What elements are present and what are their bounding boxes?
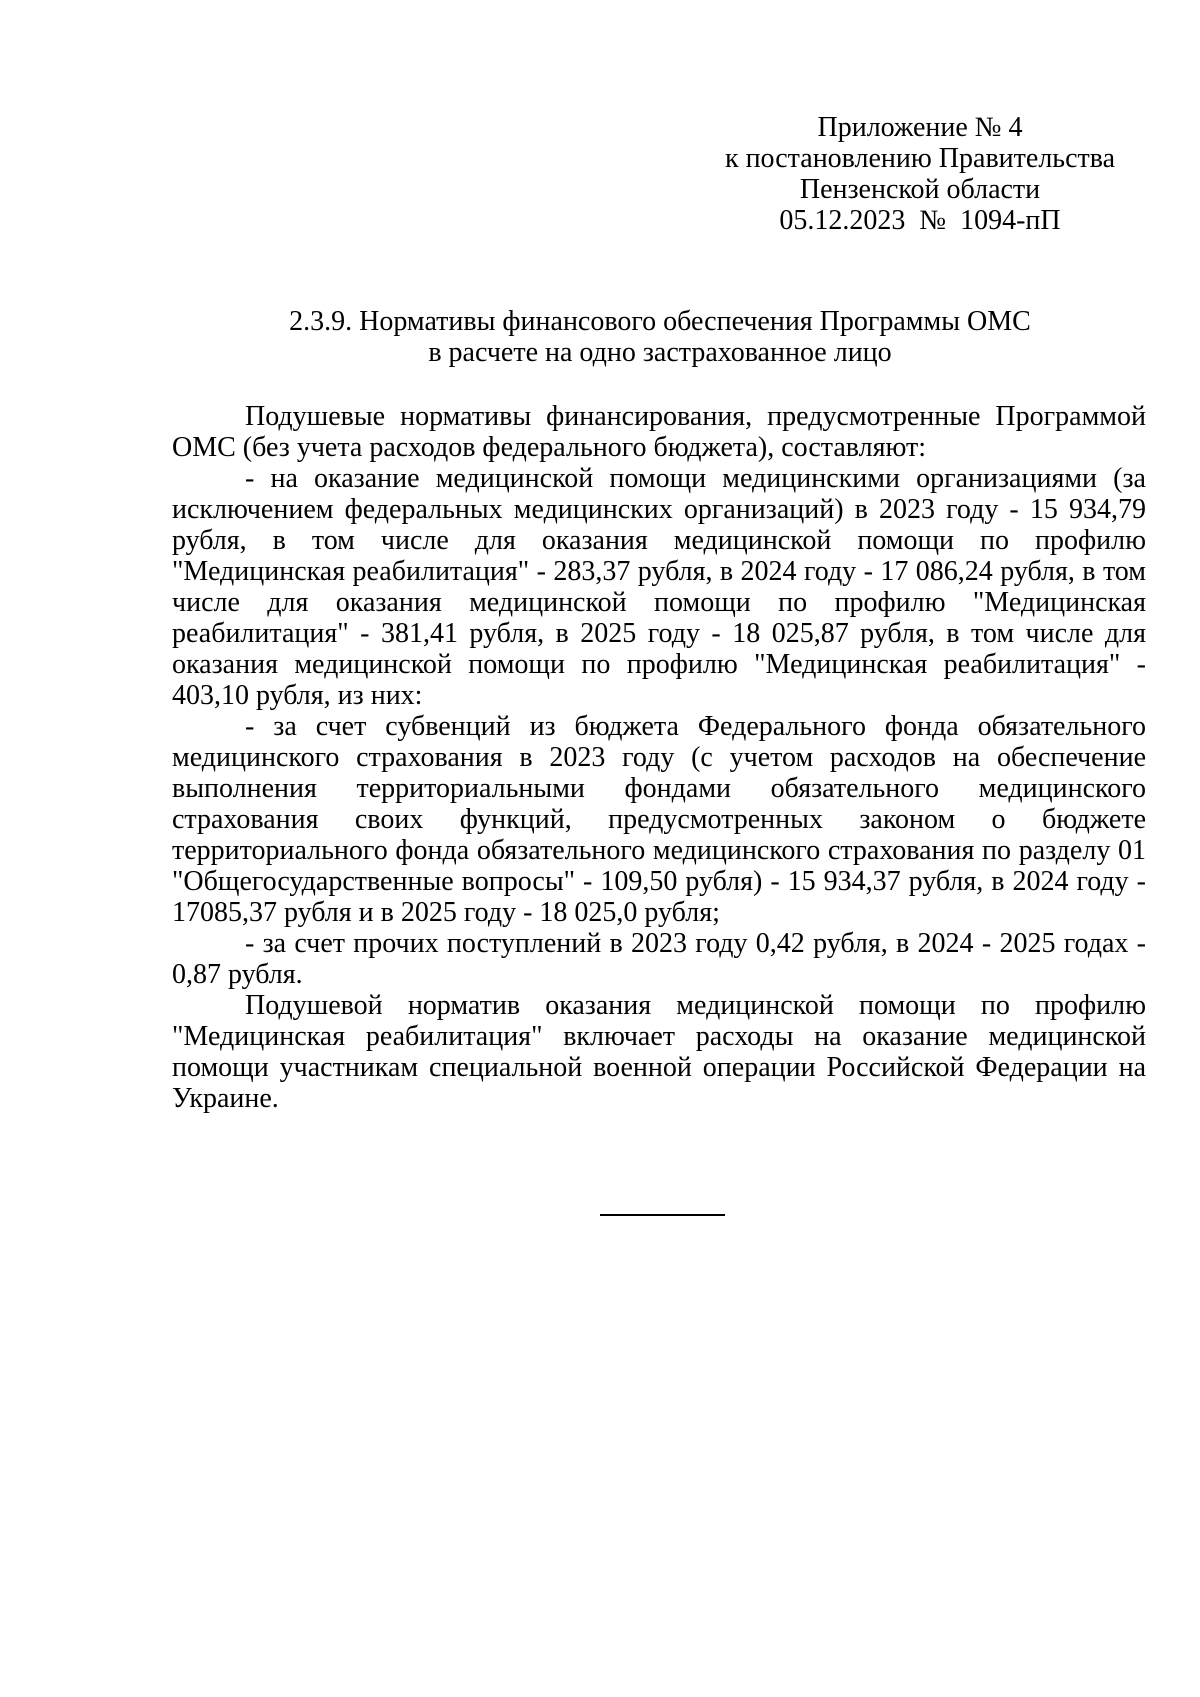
appendix-region: Пензенской области <box>799 174 1041 205</box>
end-separator-line <box>600 1214 725 1216</box>
section-title: 2.3.9. Нормативы финансового обеспечения Программы ОМС <box>289 306 1031 337</box>
appendix-resolution-ref: к постановлению Правительства <box>724 143 1116 174</box>
document-body <box>172 401 1146 1114</box>
section-heading <box>172 306 1148 368</box>
paragraph-intro: Подушевые нормативы финансирования, предусмотренные Программой ОМС (без учета расходов федерального бюджета), составляют: <box>172 401 1146 463</box>
paragraph-rehabilitation: Подушевой норматив оказания медицинской помощи по профилю "Медицинская реабилитация" включает расходы на оказание медицинской помощи участникам специальной военной операции Российской Федерации на Украине. <box>172 990 1146 1114</box>
paragraph-subventions: - за счет субвенций из бюджета Федерального фонда обязательного медицинского страхования в 2023 году (с учетом расходов на обеспечение выполнения территориальными фондами обязательного медицинского страхования своих функций, предусмотренных законом о бюджете территориального фонда обязательного медицинского страхования по разделу 01 "Общегосударственные вопросы" - 109,50 рубля) - 15 934,37 рубля, в 2024 году - 17085,37 рубля и в 2025 году - 18 025,0 рубля; <box>172 711 1146 928</box>
appendix-number: Приложение № 4 <box>817 112 1023 143</box>
appendix-date-number: 05.12.2023 № 1094-пП <box>779 205 1061 236</box>
paragraph-medical-organizations: - на оказание медицинской помощи медицинскими организациями (за исключением федеральных медицинских организаций) в 2023 году - 15 934,79 рубля, в том числе для оказания медицинской помощи по профилю "Медицинская реабилитация" - 283,37 рубля, в 2024 году - 17 086,24 рубля, в том числе для оказания медицинской помощи по профилю "Медицинская реабилитация" - 381,41 рубля, в 2025 году - 18 025,87 рубля, в том числе для оказания медицинской помощи по профилю "Медицинская реабилитация" - 403,10 рубля, из них: <box>172 463 1146 711</box>
paragraph-other-revenues: - за счет прочих поступлений в 2023 году 0,42 рубля, в 2024 - 2025 годах - 0,87 рубля. <box>172 928 1146 990</box>
section-subtitle: в расчете на одно застрахованное лицо <box>428 337 892 368</box>
appendix-header <box>690 112 1150 236</box>
